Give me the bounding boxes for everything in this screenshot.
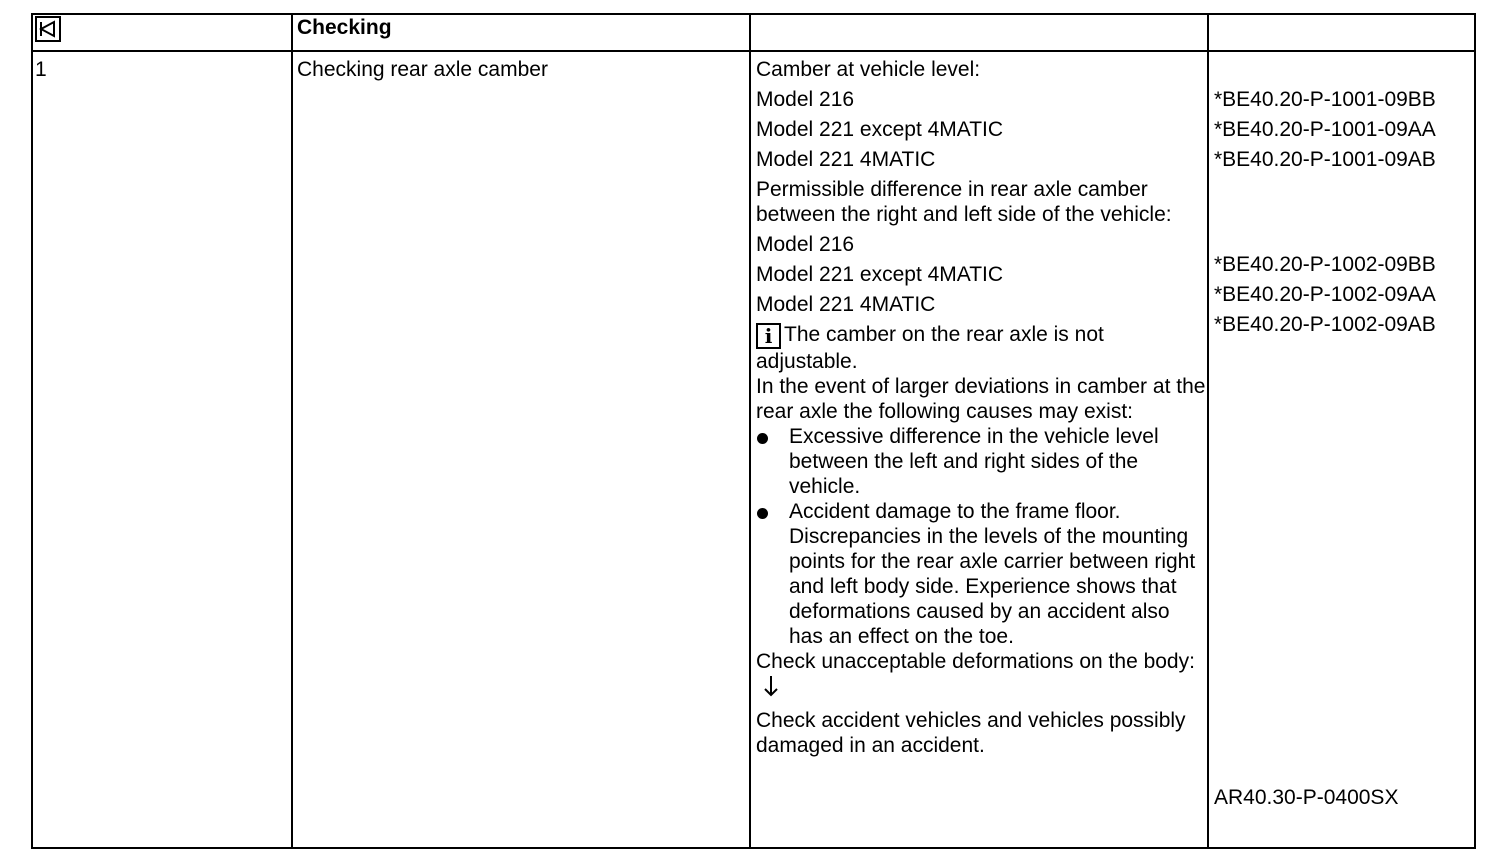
causes-list bbox=[756, 424, 1207, 649]
step-number-cell bbox=[32, 51, 292, 848]
difference-ref[interactable]: *BE40.20-P-1002-09AA bbox=[1214, 283, 1436, 306]
check-deformations-text: Check unacceptable deformations on the body: bbox=[756, 650, 1195, 673]
step-title-cell bbox=[292, 51, 750, 848]
section-title: Checking bbox=[297, 16, 392, 39]
note-block bbox=[756, 322, 1207, 374]
info-icon: i bbox=[756, 323, 781, 349]
difference-label: Permissible difference in rear axle camber between the right and left side of the vehicle: bbox=[756, 178, 1172, 226]
cause-item: Accident damage to the frame floor. Discrepancies in the levels of the mounting points for the rear axle carrier between right and left body side. Experience shows that deformations caused by an accident also has an effect on the toe. bbox=[756, 499, 1207, 649]
back-arrow-icon[interactable] bbox=[35, 16, 61, 42]
note-text: The camber on the rear axle is not adjustable. bbox=[756, 323, 1104, 373]
camber-ref[interactable]: *BE40.20-P-1001-09AA bbox=[1214, 118, 1436, 141]
difference-ref[interactable]: *BE40.20-P-1002-09BB bbox=[1214, 253, 1436, 276]
spacer bbox=[1214, 342, 1474, 780]
camber-ref[interactable]: *BE40.20-P-1001-09AB bbox=[1214, 148, 1436, 171]
camber-label: Camber at vehicle level: bbox=[756, 58, 981, 81]
step-title: Checking rear axle camber bbox=[297, 58, 548, 81]
camber-model: Model 221 4MATIC bbox=[756, 148, 936, 171]
note-intro: In the event of larger deviations in camber at the rear axle the following causes may exist: bbox=[756, 375, 1206, 423]
check-accident: Check accident vehicles and vehicles possibly damaged in an accident. bbox=[756, 709, 1186, 757]
camber-model: Model 221 except 4MATIC bbox=[756, 118, 1004, 141]
header-empty-cell bbox=[1208, 14, 1475, 51]
camber-model: Model 216 bbox=[756, 88, 855, 111]
step-row bbox=[32, 51, 1475, 848]
difference-model: Model 221 except 4MATIC bbox=[756, 263, 1004, 286]
difference-ref[interactable]: *BE40.20-P-1002-09AB bbox=[1214, 313, 1436, 336]
header-row bbox=[32, 14, 1475, 51]
down-arrow-icon[interactable] bbox=[764, 675, 778, 703]
procedure-table bbox=[31, 13, 1476, 849]
step-number: 1 bbox=[35, 58, 47, 81]
accident-ref[interactable]: AR40.30-P-0400SX bbox=[1214, 786, 1399, 809]
spacer bbox=[1214, 177, 1474, 247]
header-empty-cell bbox=[750, 14, 1208, 51]
difference-model: Model 221 4MATIC bbox=[756, 293, 936, 316]
header-icon-cell bbox=[32, 14, 292, 51]
header-title-cell bbox=[292, 14, 750, 51]
difference-model: Model 216 bbox=[756, 233, 855, 256]
step-description-cell bbox=[750, 51, 1208, 848]
camber-ref[interactable]: *BE40.20-P-1001-09BB bbox=[1214, 88, 1436, 111]
check-deformations bbox=[756, 649, 1207, 703]
step-reference-cell bbox=[1208, 51, 1475, 848]
cause-item: Excessive difference in the vehicle level between the left and right sides of the vehicle. bbox=[756, 424, 1207, 499]
